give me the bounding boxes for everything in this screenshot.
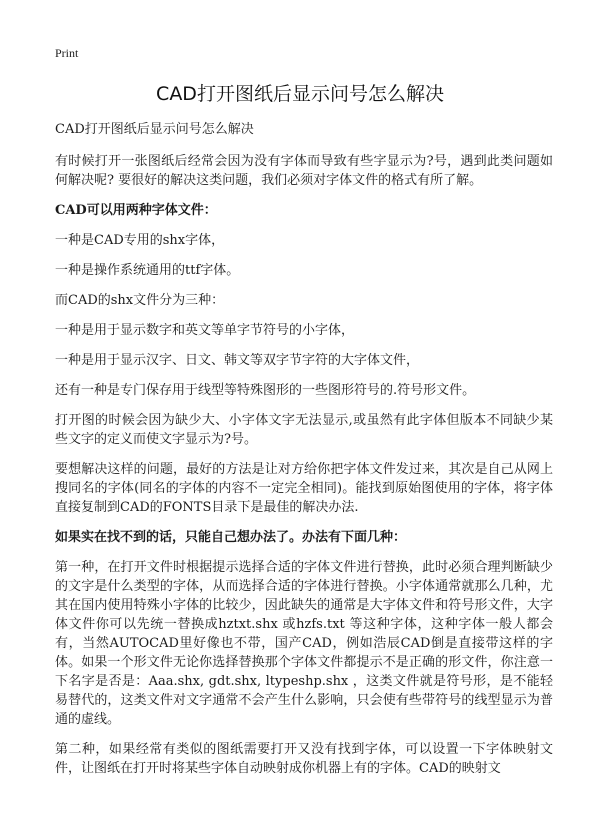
paragraph-ttf: 一种是操作系统通用的ttf字体。: [55, 263, 240, 278]
paragraph-big-font: 一种是用于显示汉字、日文、韩文等双字节字符的大字体文件，: [55, 353, 420, 368]
section-heading-methods: 如果实在找不到的话，只能自己想办法了。办法有下面几种：: [55, 530, 407, 545]
paragraph-method-one: 第一种，在打开文件时根据提示选择合适的字体文件进行替换，此时必须合理判断缺少的文字是什么类型的字体，从而选择合适的字体进行替换。小字体通常就那么几种，尤其在国内使用特殊小字体的比较少，因此缺失的通常是大字体文件和符号形文件，大字体文件你可以先统一替换成hztxt.shx 或hzfs.txt 等这种字体，这种字体一般人都会有，当然AUTOCAD里好像也不带，国产CAD，例如浩辰CAD倒是直接带这样的字体。如果一个形文件无论你选择替换那个字体文件都提示不是正确的形文件，你注意一下名字是否是：Aaa.shx, gdt.shx, ltypeshp.shx ，这类文件就是符号形，是不能轻易替代的，这类文件对文字通常不会产生什么影响，只会使有些带符号的线型显示为普通的虚线。: [55, 560, 553, 727]
section-heading-font-types: CAD可以用两种字体文件：: [55, 203, 217, 218]
paragraph-shx: 一种是CAD专用的shx字体，: [55, 233, 225, 248]
intro-paragraph: 有时候打开一张图纸后经常会因为没有字体而导致有些字显示为?号，遇到此类问题如何解决呢? 要很好的解决这类问题，我们必须对字体文件的格式有所了解。: [55, 154, 553, 188]
subtitle-paragraph: CAD打开图纸后显示问号怎么解决: [55, 122, 254, 137]
document-body: [55, 120, 553, 789]
paragraph-method-two: 第二种，如果经常有类似的图纸需要打开又没有找到字体，可以设置一下字体映射文件，让图纸在打开时将某些字体自动映射成你机器上有的字体。CAD的映射文: [55, 742, 553, 776]
paragraph-best-solution: 要想解决这样的问题，最好的方法是让对方给你把字体文件发过来，其次是自己从网上搜同名的字体(同名的字体的内容不一定完全相同)。能找到原始图使用的字体，将字体直接复制到CAD的FONTS目录下是最佳的解决办法.: [55, 462, 553, 515]
print-link[interactable]: Print: [55, 46, 79, 60]
document-title: CAD打开图纸后显示问号怎么解决: [156, 83, 444, 105]
paragraph-shx-three-kinds: 而CAD的shx文件分为三种：: [55, 293, 225, 308]
paragraph-small-font: 一种是用于显示数字和英文等单字节符号的小字体，: [55, 323, 355, 338]
paragraph-shape-file: 还有一种是专门保存用于线型等特殊图形的一些图形符号的.符号形文件。: [55, 383, 476, 398]
paragraph-missing-cause: 打开图的时候会因为缺少大、小字体文字无法显示,或虽然有此字体但版本不同缺少某些文字的定义而使文字显示为?号。: [55, 413, 553, 447]
